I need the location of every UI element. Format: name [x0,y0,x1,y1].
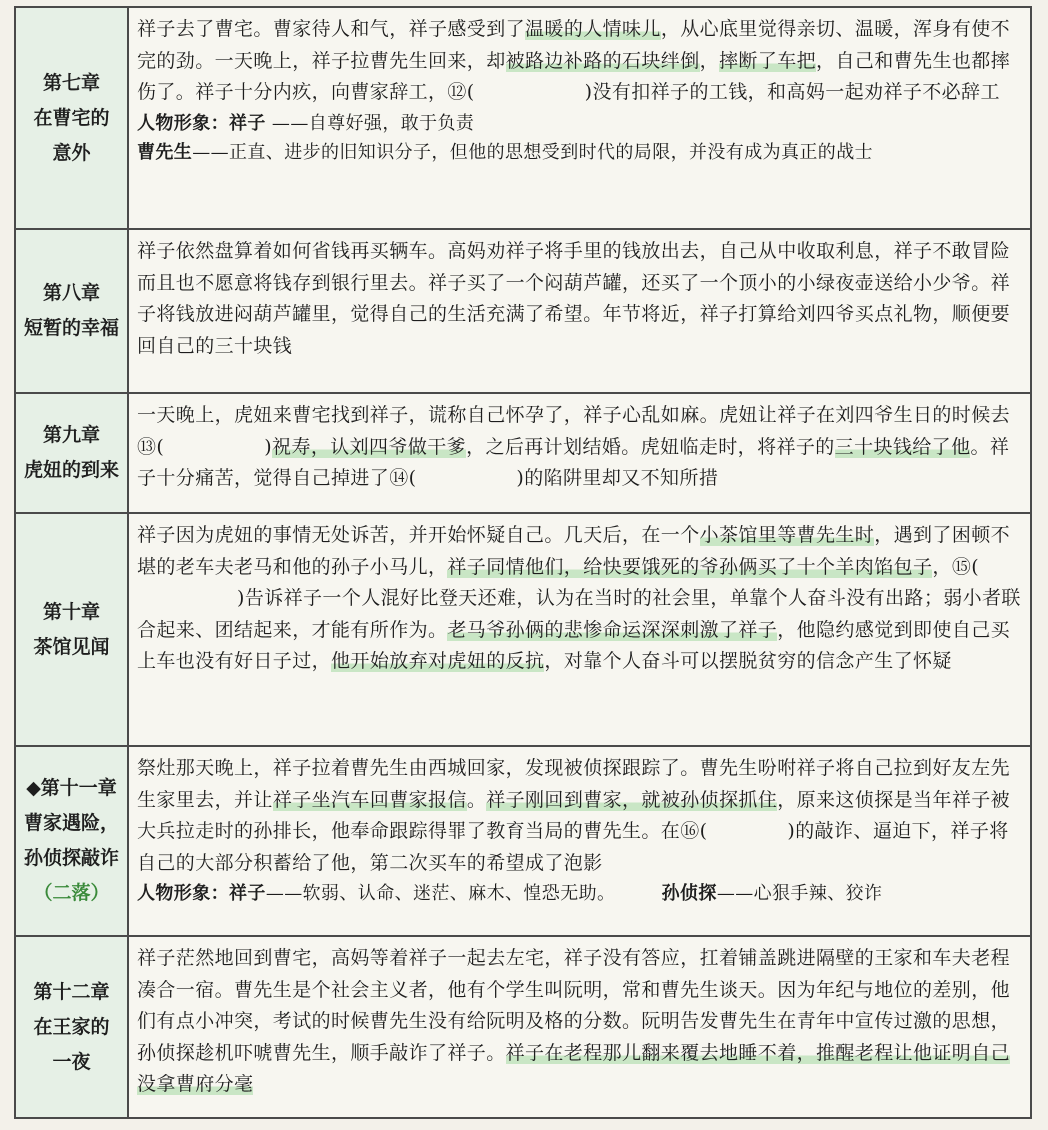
chapter-summary-cell [129,8,1030,228]
chapter-title-line: 意外 [52,141,91,164]
highlighted-text: 老马爷孙俩的悲惨命运深深刺激了祥子 [447,618,778,641]
text-segment: ， [699,49,720,72]
text-segment: ，遇到了困顿不堪的老车夫老马和他的孙子小马儿， [137,524,1011,578]
chapter-title-line: 虎妞的到来 [23,459,119,481]
note-label: 孙侦探 [661,883,717,904]
chapter-title-line: 曹家遇险， [23,812,119,834]
note-text: ——软弱、认命、迷茫、麻木、惶恐无助。 [265,883,662,904]
table-row [16,514,1030,747]
text-segment: 祥子依然盘算着如何省钱再买辆车。高妈劝祥子将手里的钱放出去，自己从中收取利息，祥子不敢冒险而且也不愿意将钱存到银行里去。祥子买了一个闷葫芦罐，还买了一个顶小的小绿夜壶送给小少爷。祥子将钱放进闷葫芦罐里，觉得自己的生活充满了希望。年节将近，祥子打算给刘四爷买点礼物，顺便要回自己的三十块钱 [137,240,1011,357]
text-segment: ，对靠个人奋斗可以摆脱贫穷的信念产生了怀疑 [544,650,952,672]
character-note [137,109,1022,138]
text-segment: )没有扣祥子的工钱，和高妈一起劝祥子不必辞工 [584,81,1000,103]
note-text: ——心狠手辣、狡诈 [716,883,883,904]
text-segment: ，自己和曹先生也都摔伤了。祥子十分内疚，向曹家辞工，⑫( [137,49,1011,103]
chapter-title-line: 在曹宅的 [33,106,110,129]
highlighted-text: 温暖的人情味儿 [525,18,661,40]
chapter-title-line: 第十二章 [33,980,110,1003]
text-segment: ，他隐约感觉到即使自己买上车也没有好日子过， [137,618,1011,672]
chapter-title-line: 茶馆见闻 [33,635,110,658]
chapter-title-cell [16,514,129,745]
chapter-title-line: 在王家的 [33,1015,110,1038]
chapter-title-cell [16,8,129,228]
note-label: 曹先生 [137,141,193,163]
summary-text [137,400,1022,495]
chapter-summary-cell [129,514,1030,745]
chapter-summary-cell [129,937,1030,1117]
highlighted-text: 祥子刚回到曹家，就被孙侦探抓住 [486,788,778,811]
highlighted-text: 他开始放弃对虎妞的反抗 [331,650,545,672]
table-row [16,394,1030,514]
chapter-title-line: 第八章 [42,282,100,304]
highlighted-text: 小茶馆里等曹先生时 [699,524,875,546]
text-segment: ，从心底里觉得亲切、温暖，浑身有使不完的劲。一天晚上，祥子拉曹先生回来，却 [137,18,1011,72]
highlighted-text: 祥子在老程那儿翻来覆去地睡不着，推醒老程让他证明自己没拿曹府分毫 [137,1041,1011,1095]
text-segment: )的敲诈、逼迫下，祥子将自己的大部分积蓄给了他，第二次买车的希望成了泡影 [137,820,1009,874]
summary-text [137,520,1022,678]
text-segment: ) [264,435,273,458]
highlighted-text: 摔断了车把 [719,49,817,72]
table-row [16,937,1030,1117]
chapter-summary-cell [129,394,1030,512]
text-segment: 。祥子十分痛苦，觉得自己掉进了⑭( [137,435,1010,489]
text-segment: 。 [466,788,487,811]
note-text: ——自尊好强，敢于负责 [265,112,475,134]
chapter-title-line: ◆第十一章 [26,777,117,799]
chapter-title-cell [16,230,129,392]
text-segment: 祥子茫然地回到曹宅，高妈等着祥子一起去左宅，祥子没有答应，扛着铺盖跳进隔壁的王家和车夫老程凑合一宿。曹先生是个社会主义者，他有个学生叫阮明，常和曹先生谈天。因为年纪与地位的差别，他们有点小冲突，考试的时候曹先生没有给阮明及格的分数。阮明告发曹先生在青年中宣传过激的思想，孙侦探趁机吓唬曹先生，顺手敲诈了祥子。 [137,947,1011,1064]
chapter-title-cell [16,747,129,935]
chapter-title-line: 一夜 [52,1050,91,1073]
chapter-title-cell [16,394,129,512]
highlighted-text: 三十块钱给了他 [834,435,971,458]
highlighted-text: 被路边补路的石块绊倒 [505,49,700,72]
summary-text [137,236,1022,362]
chapter-title-line: 第十章 [42,600,100,623]
table-row [16,747,1030,937]
character-note [137,138,1022,167]
chapter-title-line: 短暂的幸福 [23,317,119,339]
text-segment: ，之后再计划结婚。虎妞临走时，将祥子的 [466,435,835,458]
summary-text [137,943,1022,1101]
note-label: 人物形象：祥子 [137,883,266,904]
text-segment: 祥子去了曹宅。曹家待人和气，祥子感受到了 [137,18,526,40]
chapter-summary-cell [129,747,1030,935]
text-segment: ，原来这侦探是当年祥子被大兵拉走时的孙排长，他奉命跟踪得罪了教育当局的曹先生。在⑯( [137,788,1011,842]
text-segment: 祭灶那天晚上，祥子拉着曹先生由西城回家，发现被侦探跟踪了。曹先生吩咐祥子将自己拉到好友左先生家里去，并让 [137,757,1011,811]
text-segment: 祥子因为虎妞的事情无处诉苦，并开始怀疑自己。几天后，在一个 [137,524,700,546]
note-label: 人物形象：祥子 [137,112,266,134]
highlighted-text: 祝寿，认刘四爷做干爹 [272,435,467,458]
fortune-tag: （二落） [33,882,110,904]
highlighted-text: 祥子坐汽车回曹家报信 [272,788,467,811]
summary-text [137,753,1022,879]
summary-text [137,14,1022,109]
note-text: ——正直、进步的旧知识分子，但他的思想受到时代的局限，并没有成为真正的战士 [192,141,873,163]
chapter-title-line: 第七章 [42,71,100,94]
chapter-title-cell [16,937,129,1117]
table-row [16,230,1030,394]
chapter-title-line: 第九章 [42,424,100,446]
chapter-summary-cell [129,230,1030,392]
text-segment: )的陷阱里却又不知所措 [516,467,719,489]
highlighted-text: 祥子同情他们，给快要饿死的爷孙俩买了十个羊肉馅包子 [447,555,933,578]
text-segment: ，⑮( [932,555,980,578]
chapter-title-line: 孙侦探敲诈 [23,847,119,869]
character-note [137,879,1022,908]
table-row [16,8,1030,230]
chapter-summary-table [14,6,1032,1119]
text-segment: )告诉祥子一个人混好比登天还难，认为在当时的社会里，单靠个人奋斗没有出路；弱小者联合起来、团结起来，才能有所作为。 [137,587,1021,641]
text-segment: 一天晚上，虎妞来曹宅找到祥子，谎称自己怀孕了，祥子心乱如麻。虎妞让祥子在刘四爷生日的时候去⑬( [137,404,1011,458]
